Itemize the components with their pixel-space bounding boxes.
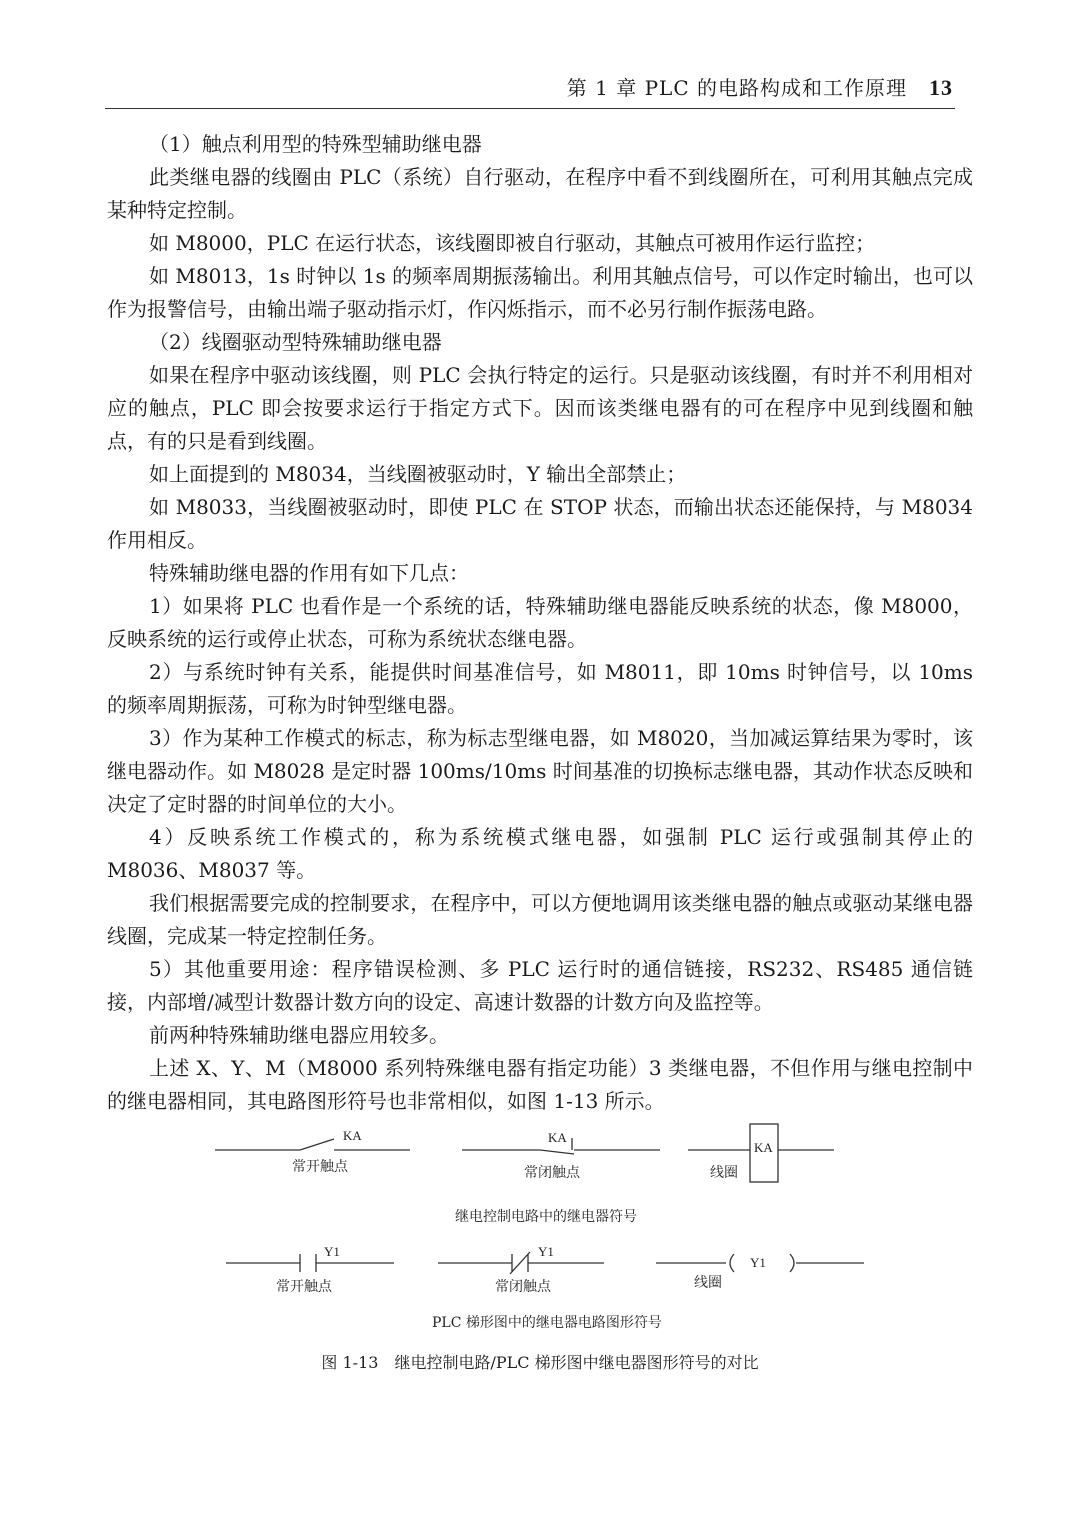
plc-coil-label: 线圈 [694,1275,722,1291]
figure-number: 图 1-13 [321,1353,379,1372]
relay-no-symbol-label: KA [343,1128,362,1143]
relay-coil-symbol-label: KA [754,1140,773,1155]
paragraph: 2）与系统时钟有关系，能提供时间基准信号，如 M8011，即 10ms 时钟信号，以 10ms 的频率周期振荡，可称为时钟型继电器。 [107,660,973,717]
relay-no-contact-symbol [215,1139,410,1150]
paragraph: 如 M8000，PLC 在运行状态，该线圈即被自行驱动，其触点可被用作运行监控； [149,231,876,255]
running-header [105,72,953,102]
plc-row-title: PLC 梯形图中的继电器电路图形符号 [432,1315,662,1331]
page-number: 13 [929,75,953,100]
paragraph: （2）线圈驱动型特殊辅助继电器 [149,330,442,354]
plc-nc-label: 常闭触点 [495,1279,551,1295]
plc-nc-contact-symbol [438,1252,604,1274]
paragraph: 如果在程序中驱动该线圈，则 PLC 会执行特定的运行。只是驱动该线圈，有时并不利用相对应的触点，PLC 即会按要求运行于指定方式下。因而该类继电器有的可在程序中见到线圈和触点，有的只是看到线圈。 [107,363,973,453]
plc-no-contact-symbol [226,1254,394,1272]
plc-nc-symbol-label: Y1 [538,1244,554,1259]
plc-no-label: 常开触点 [276,1279,332,1295]
relay-coil-label: 线圈 [710,1165,738,1181]
plc-no-symbol-label: Y1 [324,1244,340,1259]
paragraph: 5）其他重要用途：程序错误检测、多 PLC 运行时的通信链接，RS232、RS485 通信链接，内部增/减型计数器计数方向的设定、高速计数器的计数方向及监控等。 [107,957,973,1014]
paragraph: 如 M8013，1s 时钟以 1s 的频率周期振荡输出。利用其触点信号，可以作定时输出，也可以作为报警信号，由输出端子驱动指示灯，作闪烁指示，而不必另行制作振荡电路。 [107,264,973,321]
paragraph: 上述 X、Y、M（M8000 系列特殊继电器有指定功能）3 类继电器，不但作用与继电控制中的继电器相同，其电路图形符号也非常相似，如图 1-13 所示。 [107,1056,973,1113]
plc-coil-symbol-label: Y1 [750,1255,766,1270]
paragraph: 如 M8033，当线圈被驱动时，即使 PLC 在 STOP 状态，而输出状态还能保持，与 M8034 作用相反。 [107,495,973,552]
body-text [107,128,973,1118]
relay-no-label: 常开触点 [292,1159,348,1175]
figure-1-13 [0,1110,1080,1390]
paragraph: 如上面提到的 M8034，当线圈被驱动时，Y 输出全部禁止； [149,462,687,486]
paragraph: 3）作为某种工作模式的标志，称为标志型继电器，如 M8020，当加减运算结果为零时，该继电器动作。如 M8028 是定时器 100ms/10ms 时间基准的切换标志继电器，其动作状态反映和决定了定时器的时间单位的大小。 [107,726,973,816]
paragraph: 此类继电器的线圈由 PLC（系统）自行驱动，在程序中看不到线圈所在，可利用其触点完成某种特定控制。 [107,165,973,222]
paragraph: 我们根据需要完成的控制要求，在程序中，可以方便地调用该类继电器的触点或驱动某继电器线圈，完成某一特定控制任务。 [107,891,973,948]
relay-nc-label: 常闭触点 [524,1165,580,1181]
paragraph: （1）触点利用型的特殊型辅助继电器 [149,132,482,156]
chapter-title: 第 1 章 PLC 的电路构成和工作原理 [566,76,907,100]
figure-caption-text: 继电控制电路/PLC 梯形图中继电器图形符号的对比 [394,1353,759,1372]
figure-caption [0,1350,1080,1373]
paragraph: 1）如果将 PLC 也看作是一个系统的话，特殊辅助继电器能反映系统的状态，像 M8000，反映系统的运行或停止状态，可称为系统状态继电器。 [107,594,973,651]
header-rule [105,108,955,109]
paragraph: 特殊辅助继电器的作用有如下几点： [149,561,469,585]
paragraph: 4）反映系统工作模式的，称为系统模式继电器，如强制 PLC 运行或强制其停止的 M8036、M8037 等。 [107,825,973,882]
paragraph: 前两种特殊辅助继电器应用较多。 [149,1023,449,1047]
relay-nc-symbol-label: KA [548,1130,567,1145]
relay-row-title: 继电控制电路中的继电器符号 [455,1209,637,1225]
